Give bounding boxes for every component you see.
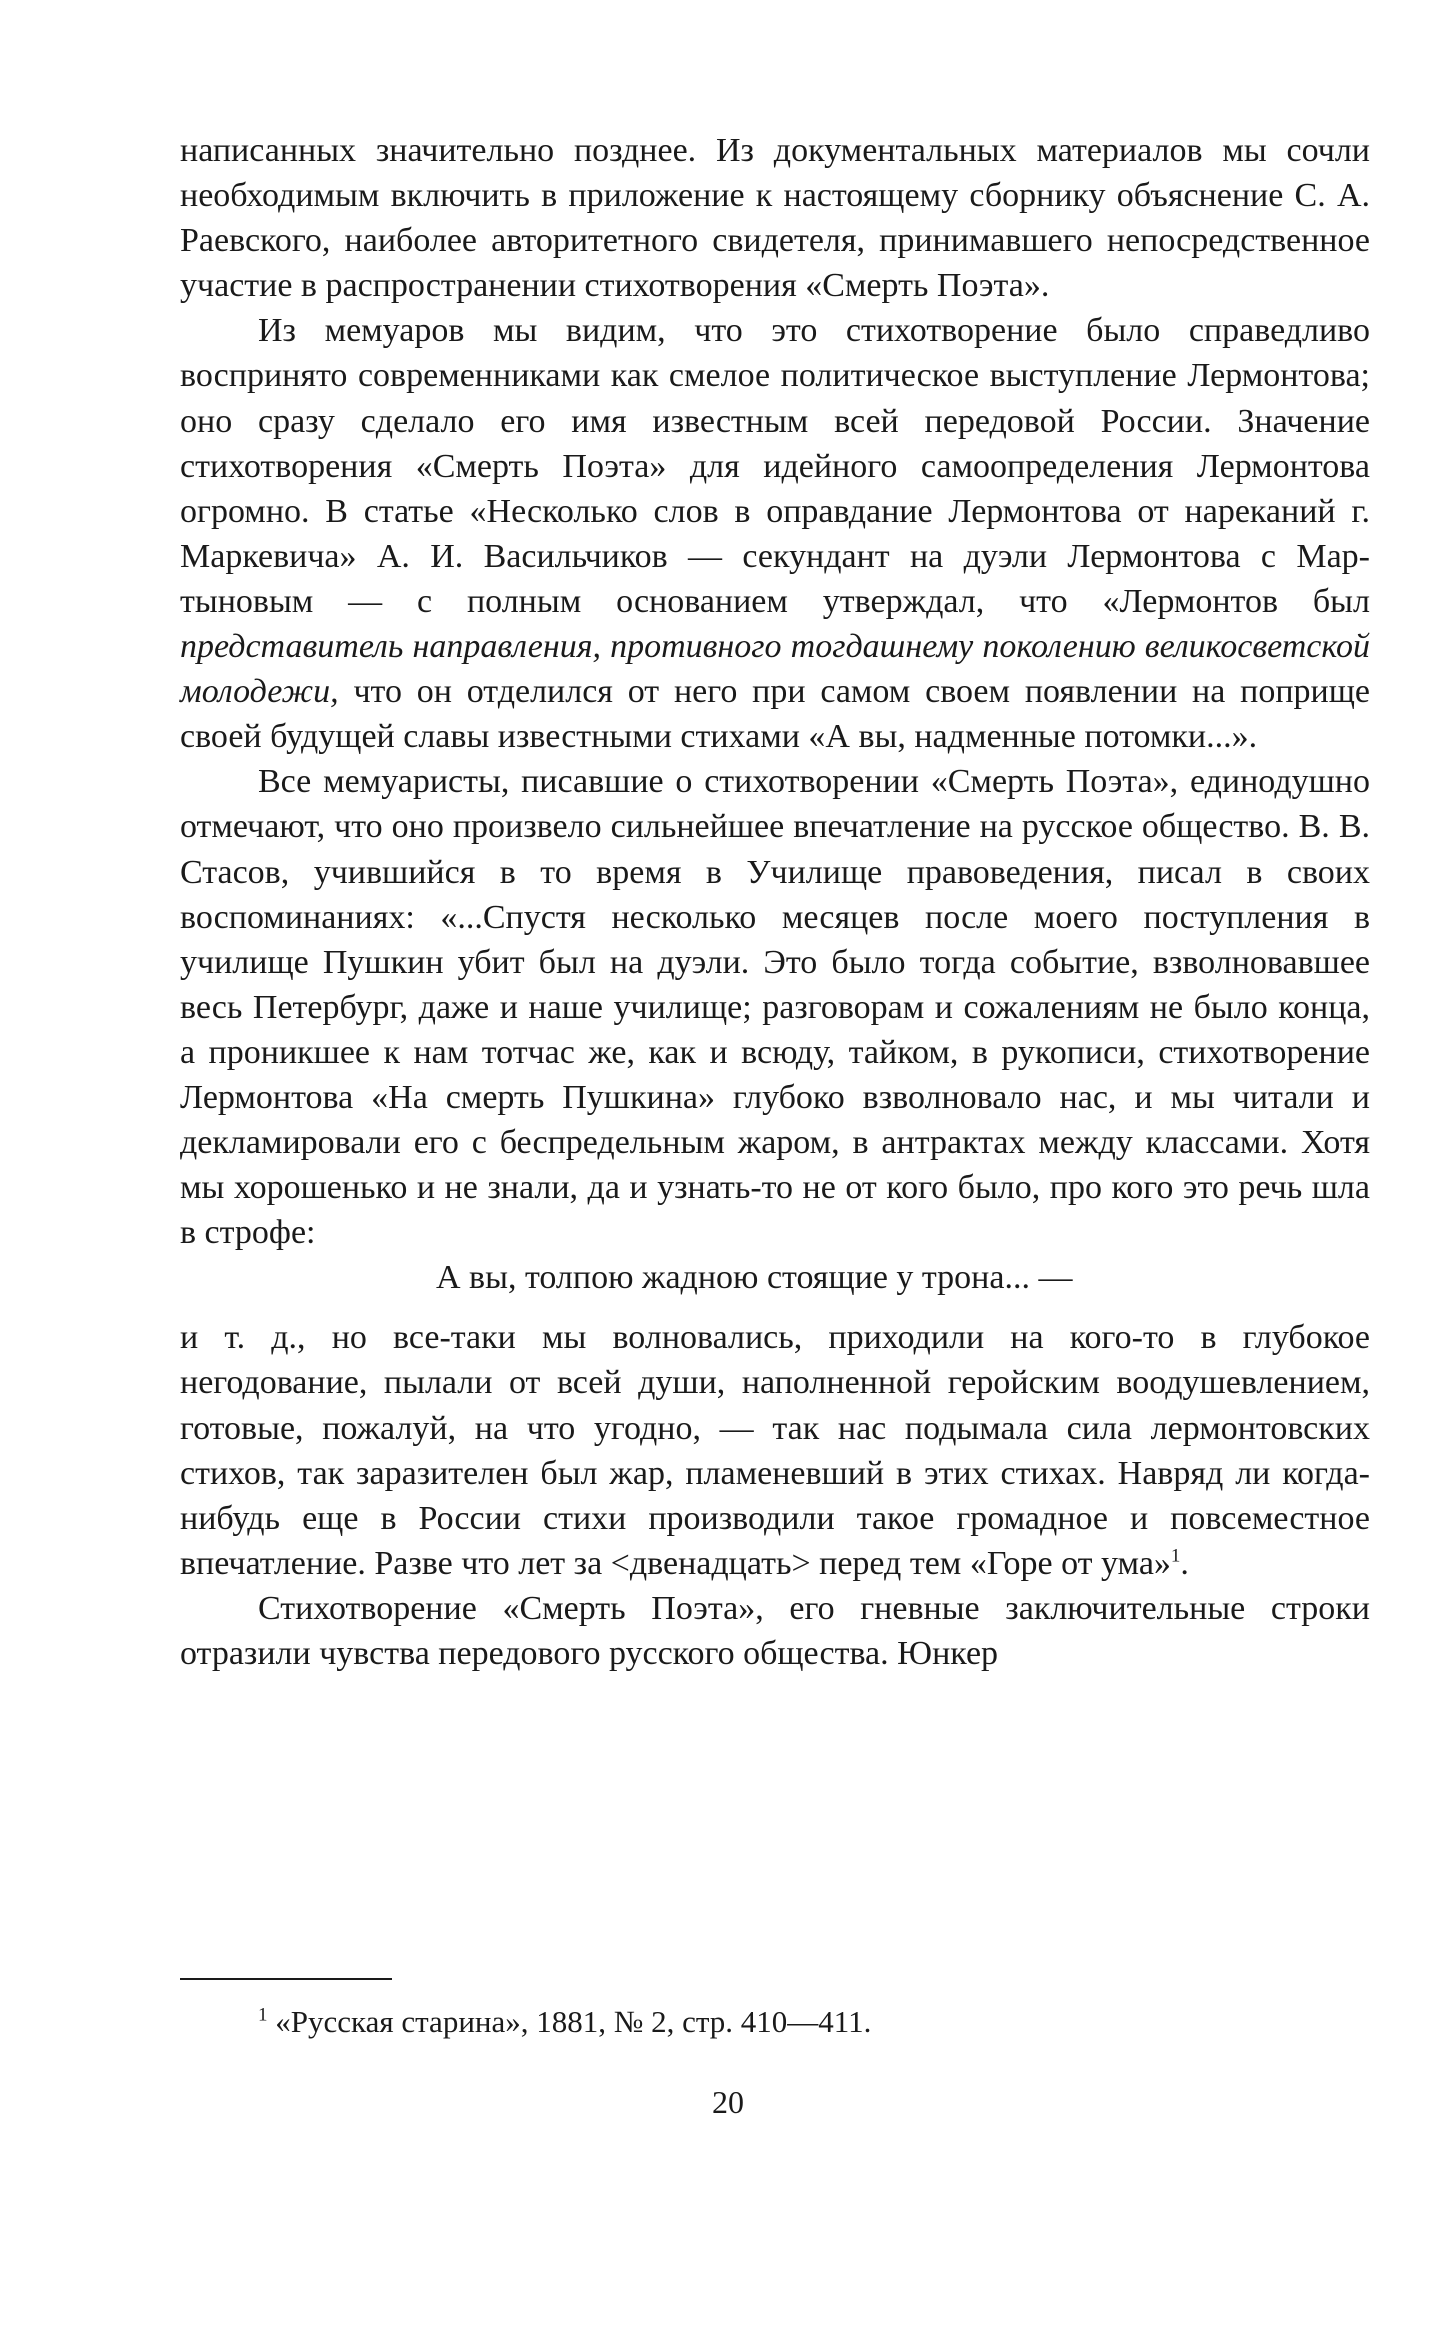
footnote-text: «Русская старина», 1881, № 2, стр. 410—411. bbox=[275, 2004, 872, 2039]
footnote-marker: 1 bbox=[258, 2004, 268, 2026]
text-run: и т. д., но все-таки мы волновались, приходили на кого-то в глубокое негодование, пылали от всей души, наполненной геройским воодушевлением, готовые, пожалуй, на что угодно, — так нас подымала сила лермонтовских стихов, так заразителен был жар, пламеневший в этих стихах. Навряд ли когда-нибудь еще в России стихи производили такое громадное и повсеместное впечатление. Разве что лет за <двенадцать> перед тем «Горе от ума» bbox=[180, 1319, 1370, 1582]
text-run: Все мемуаристы, писавшие о стихотворении «Смерть Поэта», единодушно отмечают, что оно произвело сильнейшее впечатление на русское общество. В. В. Стасов, учившийся в то время в Училище правоведения, писал в своих воспоминаниях: «...Спустя несколько месяцев после моего поступления в училище Пушкин убит был на дуэли. Это было тогда событие, взволновавшее весь Петербург, даже и наше училище; разговорам и сожалениям не было конца, а проникшее к нам тотчас же, как и всюду, тайком, в рукописи, стихотворение Лермонтова «На смерть Пушкина» глубоко взволновало нас, и мы читали и декламировали его с беспредельным жаром, в антрактах между классами. Хотя мы хорошенько и не знали, да и узнать-то не от кого было, про кого это речь шла в строфе: bbox=[180, 763, 1370, 1252]
text-run: написанных значительно позднее. Из документальных материалов мы сочли необходимым включить в приложение к настоящему сборнику объяснение С. А. Раевского, наиболее авторитетного свидетеля, принимавшего непосредственное участие в распространении стихотворения «Смерть Поэта». bbox=[180, 132, 1370, 305]
text-run: что он отделился от него при самом своем появлении на поприще своей будущей славы известными стихами «А вы, надменные потомки...». bbox=[180, 673, 1370, 756]
text-run: . bbox=[1180, 1544, 1189, 1582]
paragraph-2 bbox=[180, 308, 1370, 759]
paragraph-3 bbox=[180, 759, 1370, 1255]
footnote-rule bbox=[180, 1978, 392, 1980]
text-run: Из мемуаров мы видим, что это стихотворение было справедливо воспринято современниками как смелое политическое выступление Лермонтова; оно сразу сделало его имя известным всей передовой России. Значение стихотворения «Смерть Поэта» для идейного самоопределения Лермонтова огромно. В статье «Несколько слов в оправдание Лермонтова от нареканий г. Маркевича» А. И. Васильчиков — секундант на дуэли Лермонтова с Мартыновым — с полным основанием утверждал, что «Лермонтов был bbox=[180, 312, 1370, 620]
verse-quote: А вы, толпою жадною стоящие у трона... — bbox=[436, 1259, 1073, 1297]
footnote-ref: 1 bbox=[1170, 1545, 1181, 1567]
page-body bbox=[180, 128, 1370, 1676]
paragraph-4 bbox=[180, 1315, 1370, 1586]
paragraph-1 bbox=[180, 128, 1370, 308]
footnote bbox=[258, 2002, 871, 2042]
italic-quote: представитель направления, противного тогдашнему поколению великосветской молодежи, bbox=[180, 628, 1370, 711]
paragraph-5 bbox=[180, 1586, 1370, 1676]
text-run: Стихотворение «Смерть Поэта», его гневные заключительные строки отразили чувства передового русского общества. Юнкер bbox=[180, 1589, 1370, 1672]
page-number: 20 bbox=[712, 2084, 744, 2120]
